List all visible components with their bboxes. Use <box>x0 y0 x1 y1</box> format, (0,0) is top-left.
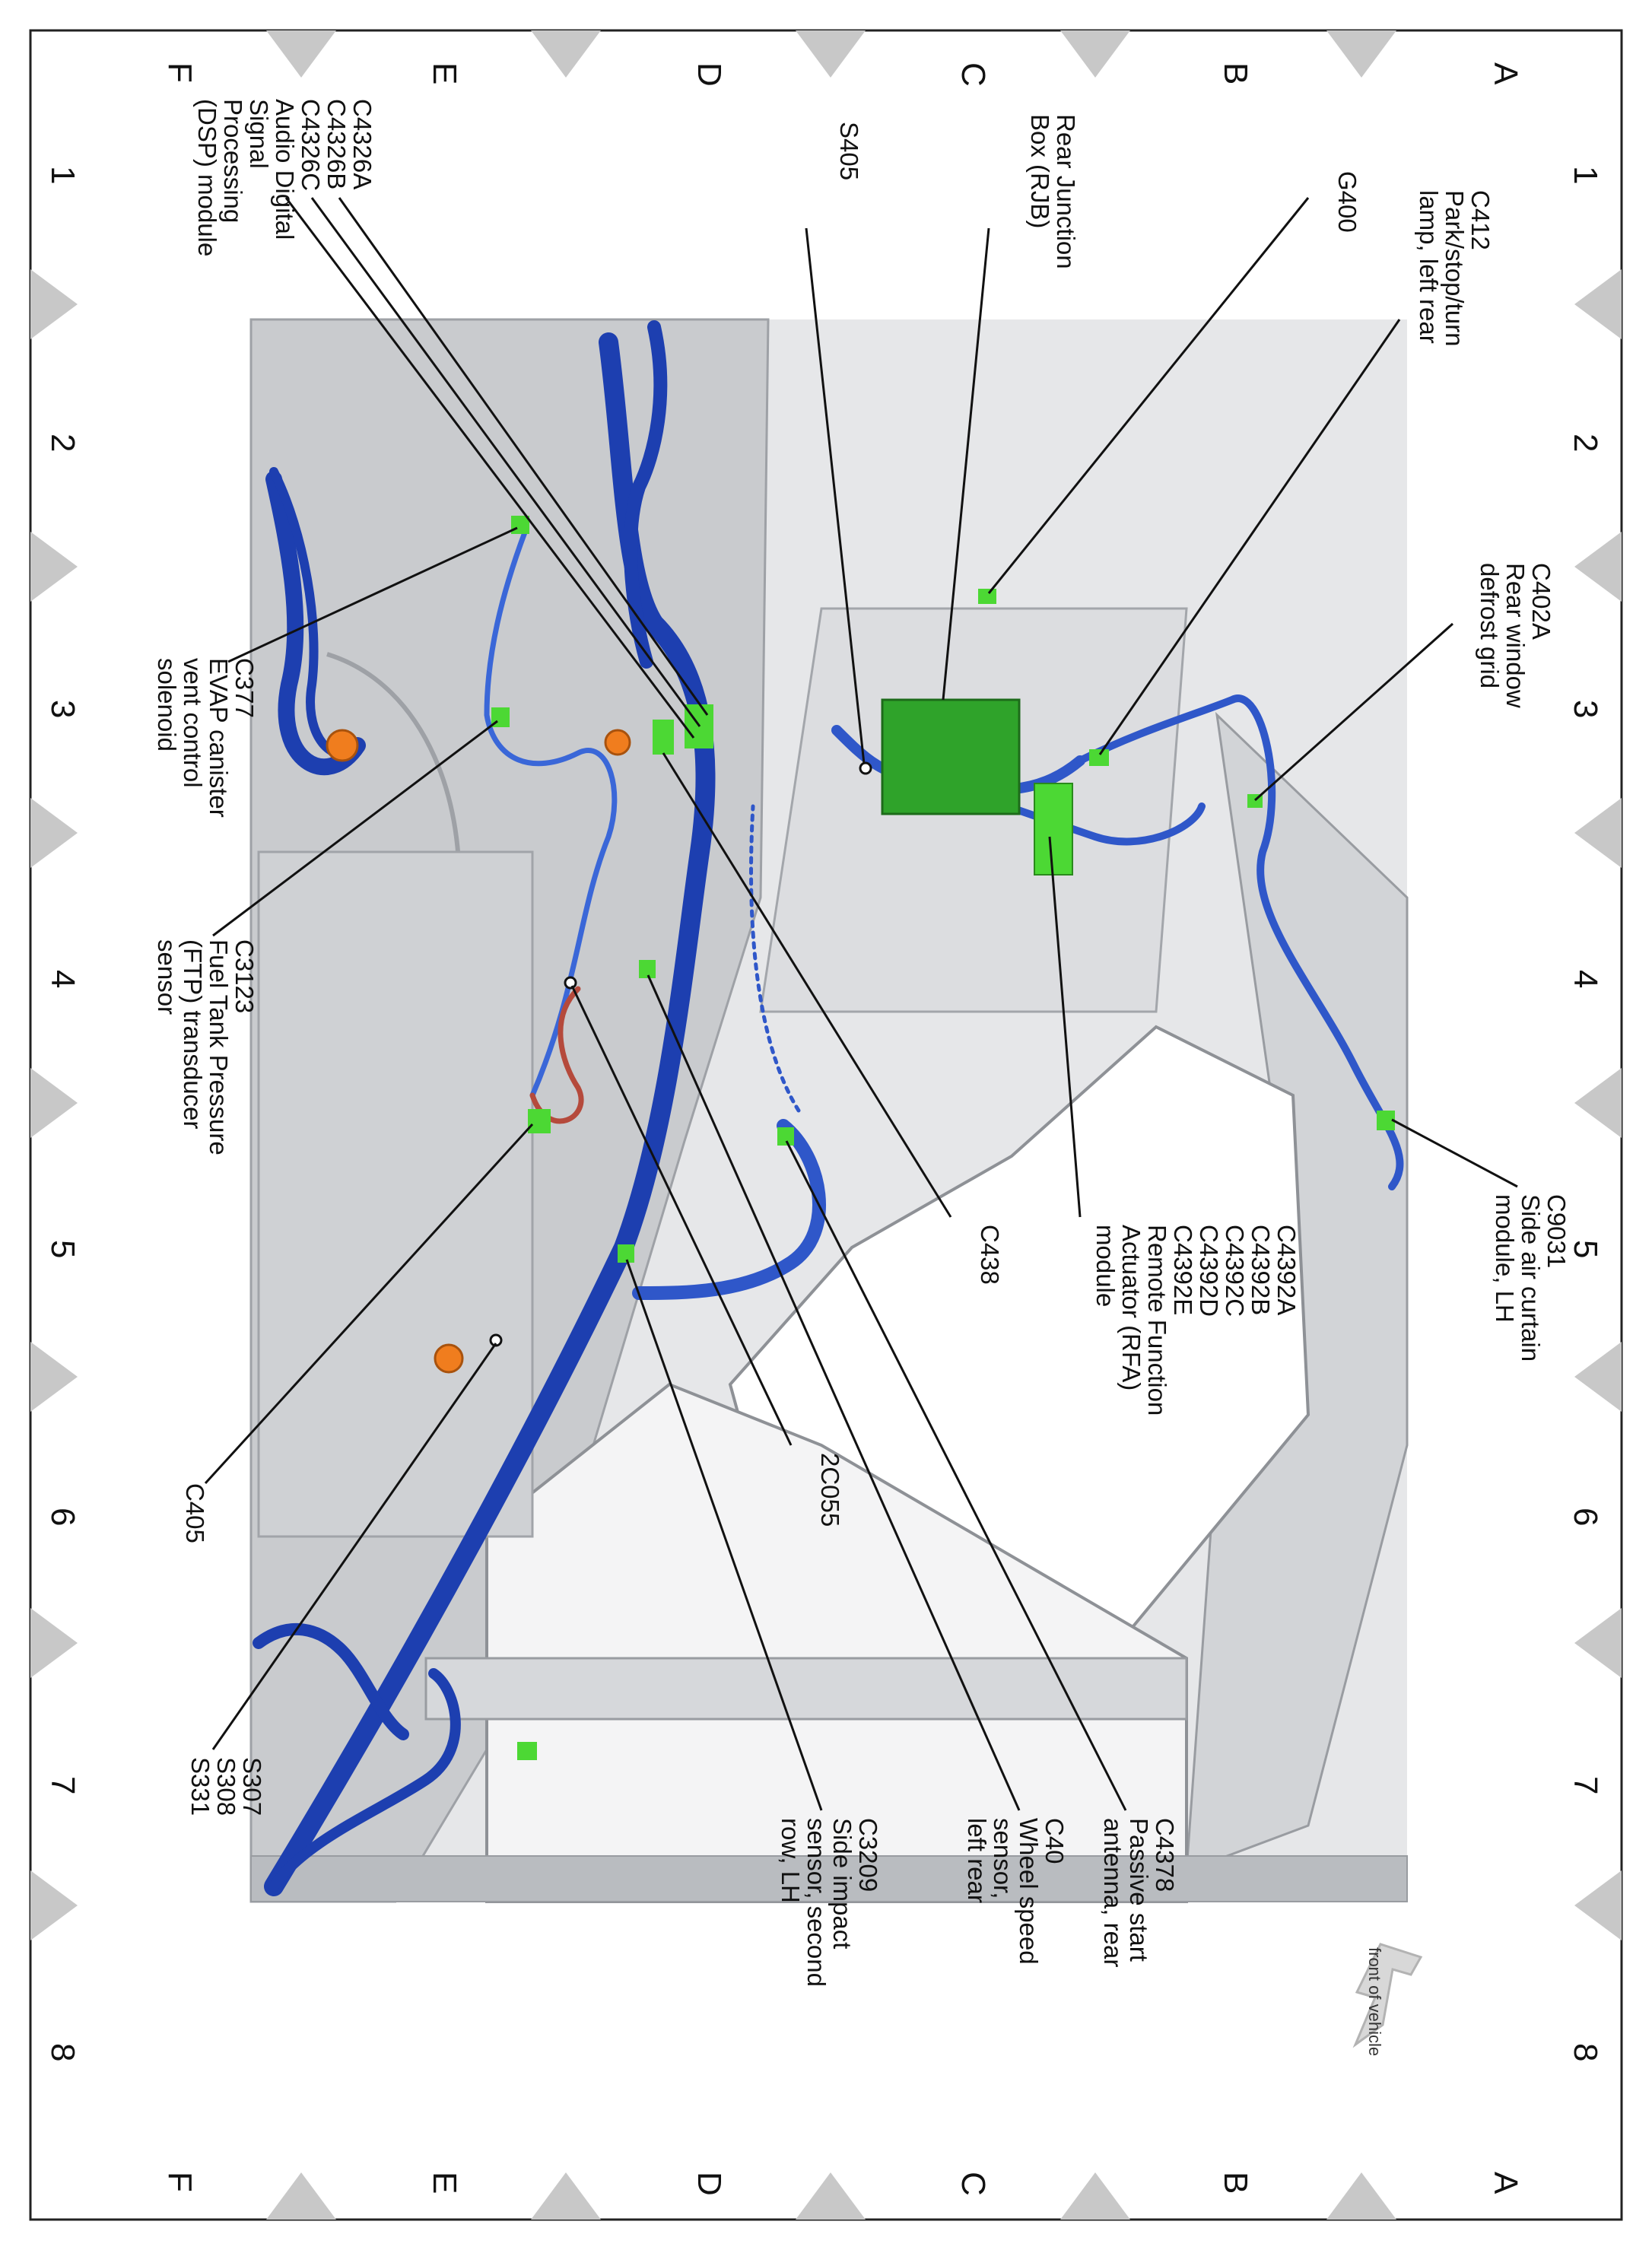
callout-c4392-line: C4392C <box>1221 1225 1249 1317</box>
callout-c412-line: C412 <box>1466 190 1495 250</box>
callout-c438-line: C438 <box>976 1225 1004 1285</box>
callout-c4392-line: Actuator (RFA) <box>1117 1225 1145 1391</box>
grid-col-5-left: 5 <box>44 1240 81 1259</box>
callout-c4326-line: Audio Digital <box>271 99 299 240</box>
callout-c4392-line: C4392D <box>1195 1225 1223 1317</box>
callout-c4392-line: C4392E <box>1169 1225 1197 1316</box>
grid-row-a-top: A <box>1487 62 1524 85</box>
grid-col-1-right: 1 <box>1567 166 1604 185</box>
callout-c377-line: C377 <box>230 658 259 718</box>
grid-col-4-left: 4 <box>44 970 81 989</box>
grid-row-d-top: D <box>691 62 728 87</box>
callout-c4392-line: module <box>1091 1225 1120 1308</box>
callout-c3209-line: C3209 <box>854 1818 882 1892</box>
callout-c3209-line: sensor, second <box>802 1818 831 1987</box>
splice-s405 <box>860 763 871 774</box>
callout-c377-line: EVAP canister <box>205 658 233 818</box>
grid-col-3-left: 3 <box>44 700 81 719</box>
callout-c3123-line: C3123 <box>230 939 259 1014</box>
grid-col-7-left: 7 <box>44 1776 81 1795</box>
grid-row-b-top: B <box>1217 62 1254 85</box>
callout-c9031-line: C9031 <box>1542 1194 1571 1269</box>
seat-back-panel <box>259 852 532 1537</box>
callout-c3123-line: (FTP) transducer <box>179 939 207 1130</box>
callout-c377-line: vent control <box>179 658 207 788</box>
callout-c4392-line: Remote Function <box>1143 1225 1171 1416</box>
callout-c40-line: C40 <box>1040 1818 1069 1864</box>
grid-row-f-top: F <box>161 62 199 83</box>
grid-col-6-left: 6 <box>44 1508 81 1527</box>
callout-c4378-line: C4378 <box>1151 1818 1179 1892</box>
callout-c4326-line: C4326A <box>348 99 376 190</box>
callout-c402a-line: C402A <box>1527 563 1555 640</box>
callout-c40-line: left rear <box>963 1818 991 1903</box>
grid-col-2-left: 2 <box>44 434 81 453</box>
callout-c3123-line: sensor <box>153 939 181 1015</box>
b-pillar <box>426 1658 1187 1719</box>
callout-c2055-line: 2C055 <box>816 1453 844 1527</box>
callout-c405 <box>181 1483 209 1543</box>
callout-s405-line: S405 <box>835 122 863 181</box>
callout-c40-line: Wheel speed <box>1015 1818 1043 1965</box>
callout-s405 <box>835 122 863 180</box>
callout-g400 <box>1333 171 1361 233</box>
grid-col-2-right: 2 <box>1567 434 1604 453</box>
callout-s307-line: S331 <box>186 1757 214 1816</box>
callout-c438 <box>976 1225 1004 1285</box>
callout-c3209-line: row, LH <box>777 1818 805 1903</box>
connector-g400 <box>978 589 996 604</box>
callout-s307-line: S308 <box>212 1757 240 1816</box>
callout-s307-line: S307 <box>238 1757 266 1816</box>
callout-c4378-line: antenna, rear <box>1099 1818 1127 1968</box>
callout-c4326-line: Processing <box>219 99 247 224</box>
grid-row-f-bottom: F <box>161 2172 199 2192</box>
callout-c4326-line: (DSP) module <box>193 99 221 257</box>
grid-col-1-left: 1 <box>44 166 81 185</box>
rear-junction-box <box>882 700 1019 814</box>
callout-c4392-line: C4392B <box>1247 1225 1275 1316</box>
grid-col-5-right: 5 <box>1567 1240 1604 1259</box>
grommet-1 <box>327 730 357 761</box>
connector-c438 <box>653 720 674 755</box>
callout-c4326-line: Signal <box>245 99 273 169</box>
callout-c40-line: sensor, <box>989 1818 1017 1899</box>
callout-c4378-line: Passive start <box>1125 1818 1153 1962</box>
callout-c412-line: Park/stop/turn <box>1441 190 1469 347</box>
grid-col-4-right: 4 <box>1567 970 1604 989</box>
grid-row-c-top: C <box>955 62 992 87</box>
grid-col-8-right: 8 <box>1567 2043 1604 2062</box>
callout-c4326-line: C4326C <box>297 99 325 192</box>
grommet-3 <box>435 1345 462 1372</box>
grid-col-8-left: 8 <box>44 2043 81 2062</box>
splice-2c055 <box>565 977 576 988</box>
callout-c402a-line: defrost grid <box>1476 563 1504 689</box>
vehicle-body-illustration <box>251 319 1407 1902</box>
callout-rjb-line: Rear Junction <box>1052 114 1080 269</box>
callout-c9031-line: Side air curtain <box>1517 1194 1545 1362</box>
grid-col-6-right: 6 <box>1567 1508 1604 1527</box>
callout-c412-line: lamp, left rear <box>1415 190 1443 344</box>
grid-row-b-bottom: B <box>1217 2172 1254 2194</box>
callout-c377-line: solenoid <box>153 658 181 752</box>
callout-c4326-line: C4326B <box>322 99 351 190</box>
grid-row-a-bottom: A <box>1487 2172 1524 2194</box>
callout-s307 <box>186 1757 266 1816</box>
callout-c3209-line: Side impact <box>828 1818 856 1950</box>
callout-c405-line: C405 <box>181 1483 209 1543</box>
front-of-vehicle-label: front of vehicle <box>1365 1947 1384 2057</box>
connector-c412 <box>1089 749 1109 766</box>
callout-c2055 <box>816 1453 844 1527</box>
connector-ftp <box>528 1109 551 1133</box>
callout-c9031-line: module, LH <box>1491 1194 1519 1323</box>
grid-row-c-bottom: C <box>955 2172 992 2196</box>
rfa-module <box>1034 783 1072 875</box>
grid-row-d-bottom: D <box>691 2172 728 2196</box>
grid-col-3-right: 3 <box>1567 700 1604 719</box>
callout-c402a-line: Rear window <box>1501 563 1530 708</box>
callout-c3123-line: Fuel Tank Pressure <box>205 939 233 1155</box>
callout-rjb-line: Box (RJB) <box>1026 114 1054 229</box>
callout-g400-line: G400 <box>1333 171 1361 233</box>
connector-lower <box>517 1742 537 1760</box>
connector-c40 <box>639 960 656 978</box>
grommet-2 <box>605 730 630 755</box>
connector-c4378 <box>777 1127 794 1146</box>
grid-row-e-bottom: E <box>426 2172 463 2194</box>
grid-row-e-top: E <box>426 62 463 85</box>
callout-c4392-line: C4392A <box>1272 1225 1301 1316</box>
grid-col-7-right: 7 <box>1567 1776 1604 1795</box>
